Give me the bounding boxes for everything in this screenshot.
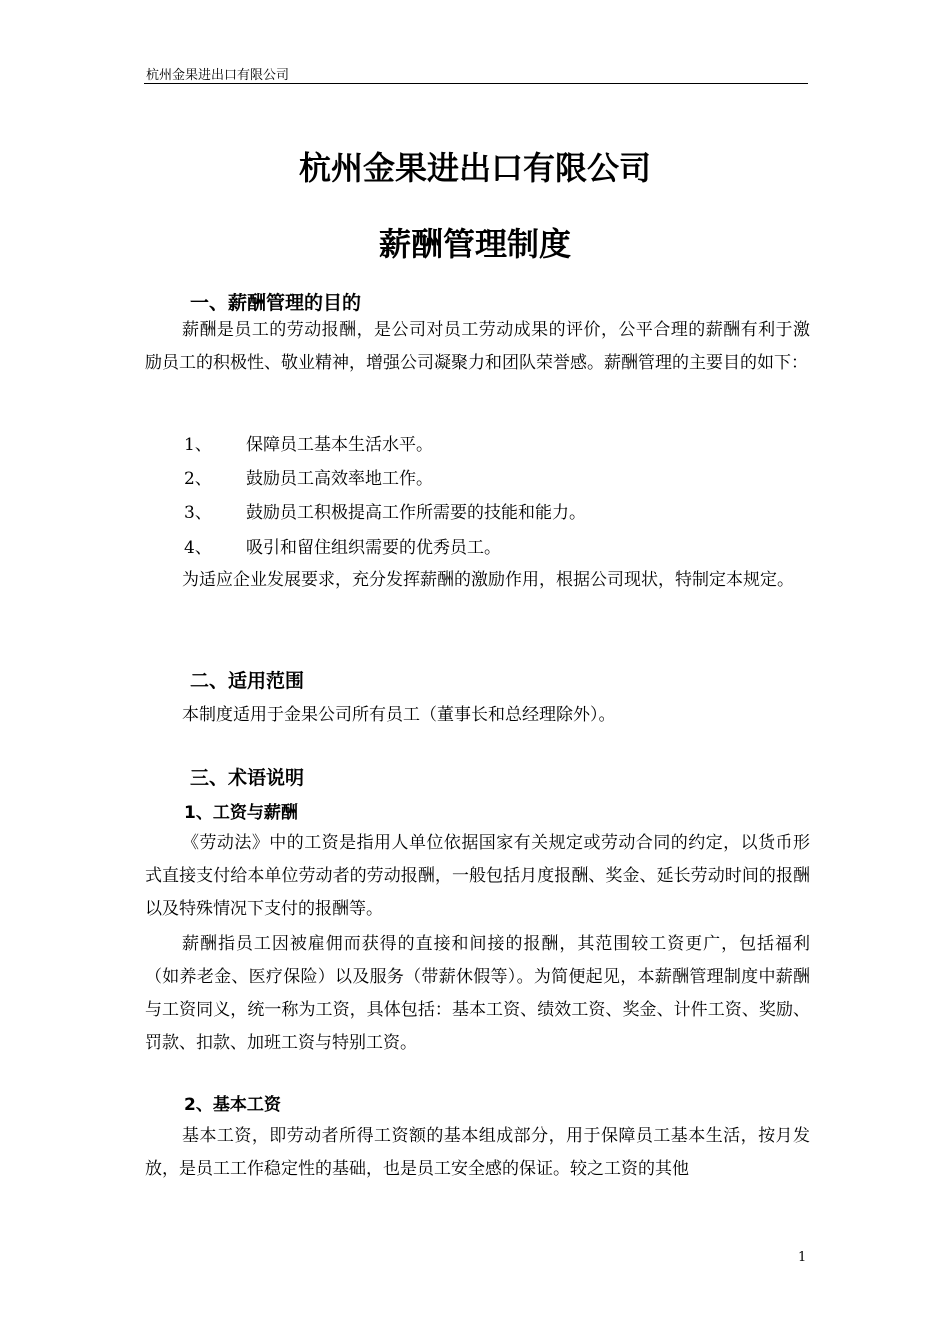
- subheading-base-salary: 2、基本工资: [184, 1095, 281, 1115]
- running-header: 杭州金果进出口有限公司: [146, 68, 290, 83]
- paragraph-scope: 本制度适用于金果公司所有员工（董事长和总经理除外）。: [182, 705, 616, 725]
- document-title-company: 杭州金果进出口有限公司: [298, 149, 651, 187]
- list-item-number: 3、: [184, 503, 212, 523]
- list-item-number: 1、: [184, 435, 212, 455]
- list-item-text: 鼓励员工高效率地工作。: [246, 469, 433, 489]
- section-heading-scope: 二、适用范围: [190, 670, 305, 692]
- list-item-text: 鼓励员工积极提高工作所需要的技能和能力。: [246, 503, 586, 523]
- paragraph-purpose-closing: 为适应企业发展要求，充分发挥薪酬的激励作用，根据公司现状，特制定本规定。: [182, 570, 794, 590]
- list-item: [184, 434, 433, 456]
- paragraph-wage-definition: 《劳动法》中的工资是指用人单位依据国家有关规定或劳动合同的约定，以货币形式直接支付给本单位劳动者的劳动报酬，一般包括月度报酬、奖金、延长劳动时间的报酬以及特殊情况下支付的报酬等。: [145, 833, 810, 919]
- section-heading-terms: 三、术语说明: [190, 767, 305, 789]
- list-item-number: 4、: [184, 538, 212, 558]
- list-item: [184, 502, 586, 524]
- list-item-text: 保障员工基本生活水平。: [246, 435, 433, 455]
- page-number: 1: [798, 1250, 807, 1265]
- subheading-wage-and-salary: 1、工资与薪酬: [184, 803, 298, 823]
- list-item: [184, 537, 501, 559]
- paragraph-purpose-intro: 薪酬是员工的劳动报酬，是公司对员工劳动成果的评价，公平合理的薪酬有利于激励员工的积极性、敬业精神，增强公司凝聚力和团队荣誉感。薪酬管理的主要目的如下：: [145, 320, 810, 373]
- list-item-text: 吸引和留住组织需要的优秀员工。: [246, 538, 501, 558]
- paragraph-base-salary: 基本工资，即劳动者所得工资额的基本组成部分，用于保障员工基本生活，按月发放，是员工工作稳定性的基础，也是员工安全感的保证。较之工资的其他: [145, 1126, 810, 1179]
- paragraph-salary-definition: 薪酬指员工因被雇佣而获得的直接和间接的报酬，其范围较工资更广，包括福利（如养老金、医疗保险）以及服务（带薪休假等）。为简便起见，本薪酬管理制度中薪酬与工资同义，统一称为工资，具体包括：基本工资、绩效工资、奖金、计件工资、奖励、罚款、扣款、加班工资与特别工资。: [145, 934, 810, 1053]
- list-item: [184, 468, 433, 490]
- document-title: 薪酬管理制度: [378, 225, 571, 263]
- header-divider: [144, 83, 808, 84]
- section-heading-purpose: 一、薪酬管理的目的: [190, 292, 362, 314]
- list-item-number: 2、: [184, 469, 212, 489]
